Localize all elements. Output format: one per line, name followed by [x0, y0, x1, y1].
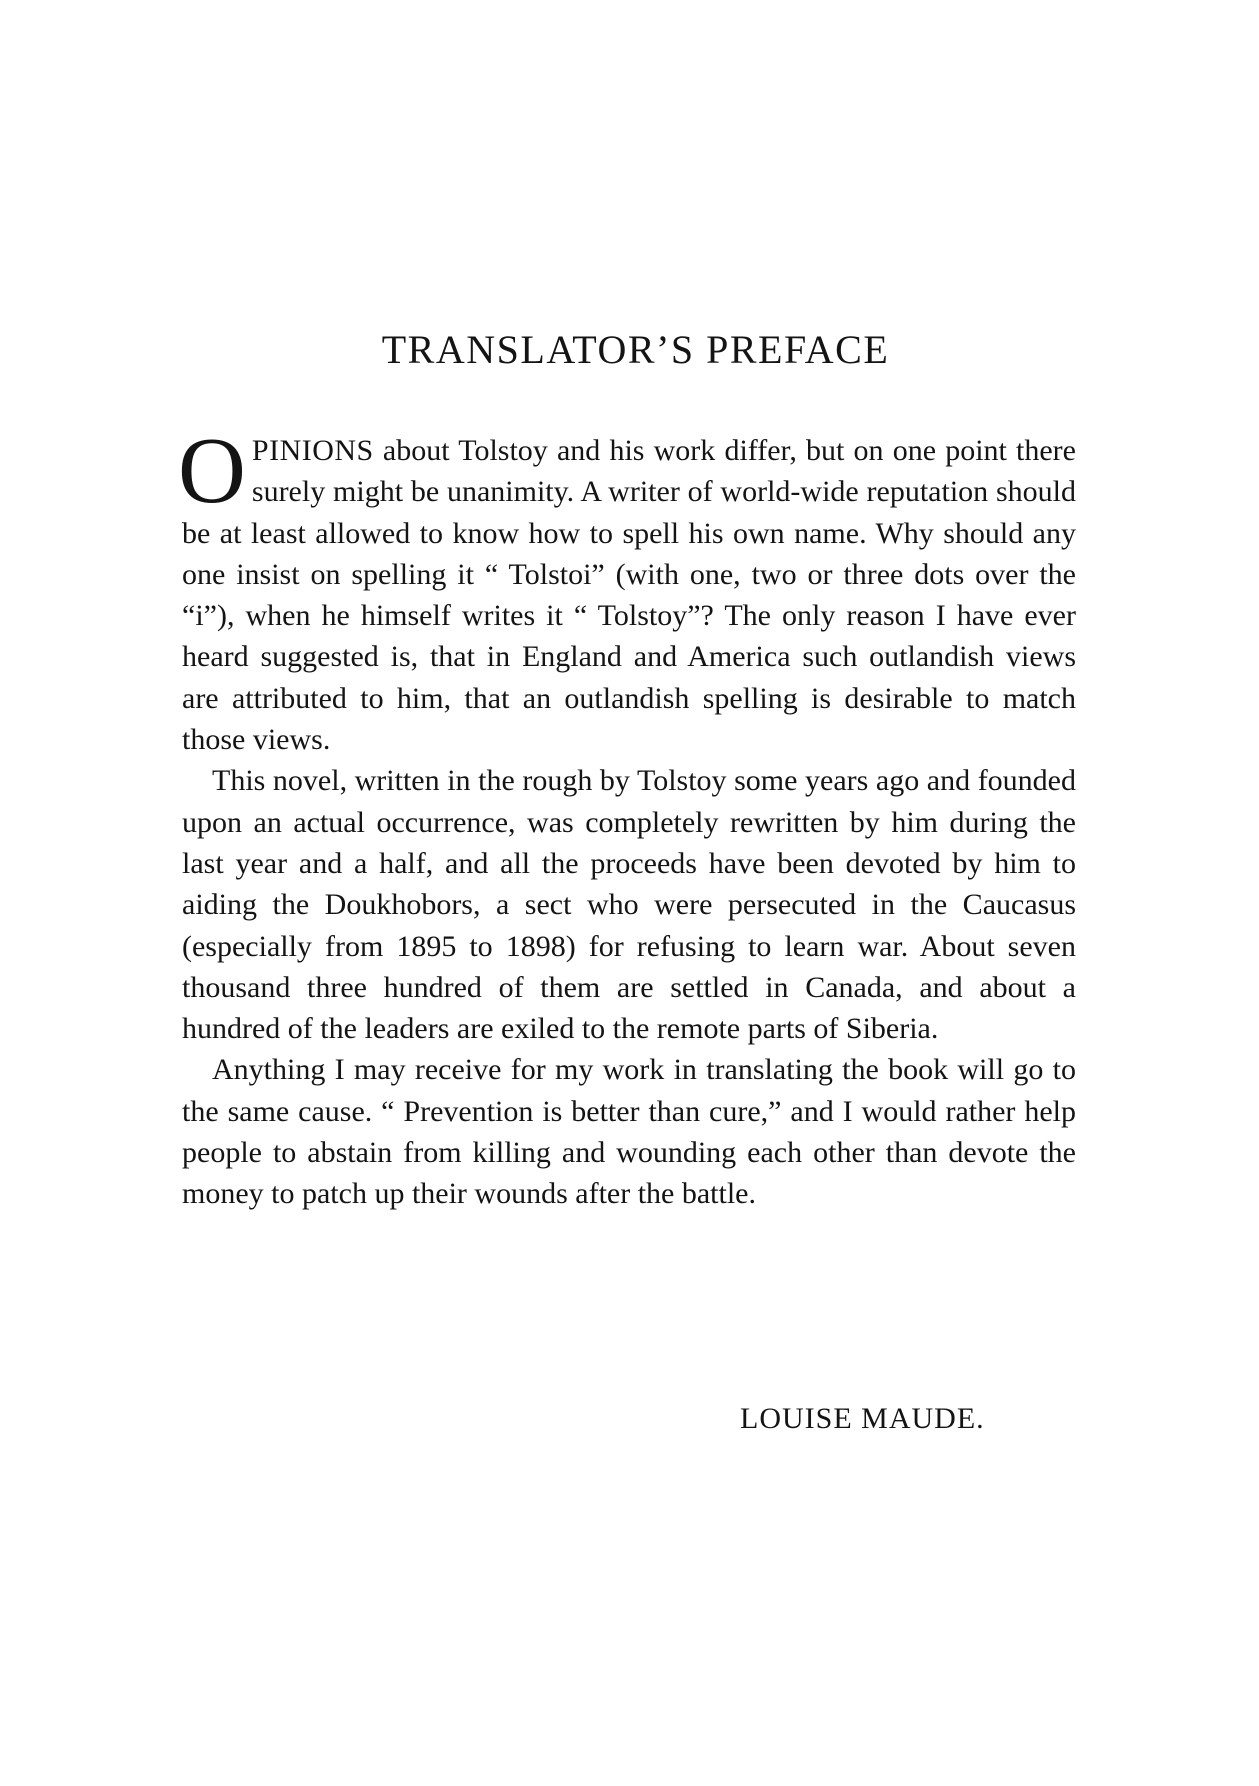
paragraph-1-text: about Tolstoy and his work differ, but on one point there surely might be unanimity. A writer of world-wide reputation should be at least allowed to know how to spell his own name. Why should any one insist on spelling it “ Tolstoi” (with one, two or three dots over the “i”), when he himself writes it “ Tolstoy”? The only reason I have ever heard suggested is, that in England and America such outlandish views are attributed to him, that an outlandish spelling is desirable to match those views.	[182, 434, 1076, 757]
paragraph-1-lead-caps: PINIONS	[251, 434, 374, 467]
signature: LOUISE MAUDE.	[740, 1402, 985, 1435]
paragraph-1	[178, 419, 1076, 760]
paragraph-2: This novel, written in the rough by Tolstoy some years ago and founded upon an actual occurrence, was completely rewritten by him during the last year and a half, and all the proceeds have been devoted by him to aiding the Doukhobors, a sect who were persecuted in the Caucasus (especially from 1895 to 1898) for refusing to learn war. About seven thousand three hundred of them are settled in Canada, and about a hundred of the leaders are exiled to the remote parts of Siberia.	[182, 764, 1076, 1046]
drop-cap: O	[178, 419, 246, 523]
page-title: TRANSLATOR’S PREFACE	[381, 327, 890, 372]
preface-body	[178, 419, 1076, 1215]
paragraph-3: Anything I may receive for my work in translating the book will go to the same cause. “ Prevention is better than cure,” and I would rather help people to abstain from killing and wounding each other than devote the money to patch up their wounds after the battle.	[182, 1053, 1076, 1211]
